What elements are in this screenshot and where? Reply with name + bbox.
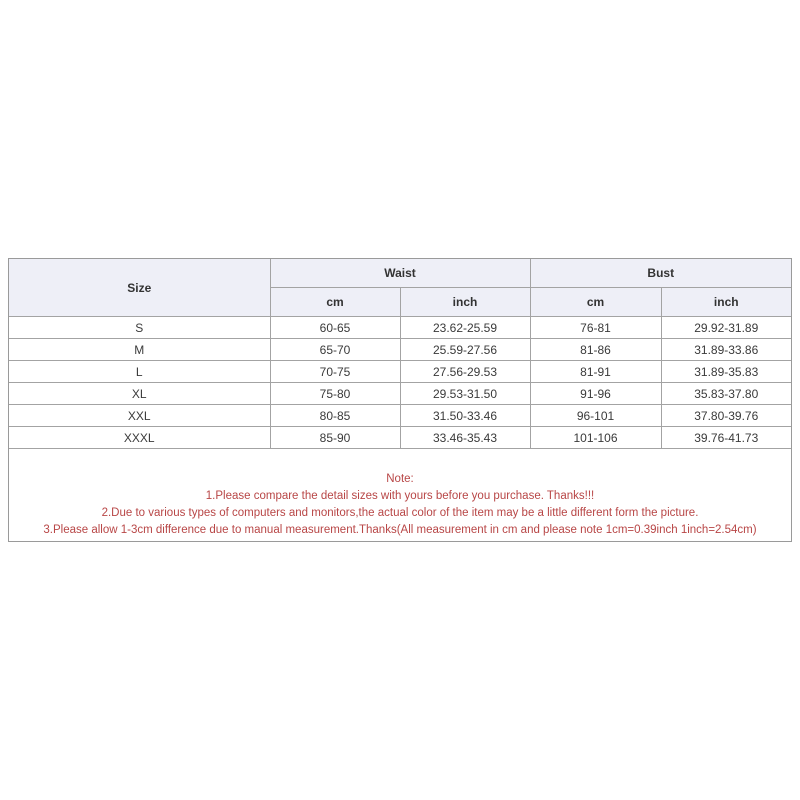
waist-header: Waist: [270, 259, 530, 288]
waist-inch-cell: 27.56-29.53: [400, 361, 530, 383]
bust-inch-cell: 29.92-31.89: [661, 317, 791, 339]
size-cell: XL: [9, 383, 270, 405]
bust-header: Bust: [530, 259, 791, 288]
waist-inch-header: inch: [400, 288, 530, 317]
bust-cm-cell: 101-106: [530, 427, 661, 449]
bust-inch-header: inch: [661, 288, 791, 317]
size-header: Size: [9, 259, 270, 317]
size-chart: [8, 258, 792, 542]
note-line-2: 2.Due to various types of computers and monitors,the actual color of the item may be a little different form the picture.: [101, 507, 699, 519]
bust-cm-cell: 76-81: [530, 317, 661, 339]
size-cell: S: [9, 317, 270, 339]
bust-cm-cell: 91-96: [530, 383, 661, 405]
size-cell: M: [9, 339, 270, 361]
header-row-groups: [9, 259, 791, 288]
note-line-3: 3.Please allow 1-3cm difference due to manual measurement.Thanks(All measurement in cm and please note 1cm=0.39inch 1inch=2.54cm): [43, 524, 757, 536]
waist-cm-cell: 80-85: [270, 405, 400, 427]
waist-cm-cell: 65-70: [270, 339, 400, 361]
table-row: [9, 427, 791, 449]
bust-inch-cell: 35.83-37.80: [661, 383, 791, 405]
size-cell: L: [9, 361, 270, 383]
note-title: Note:: [386, 473, 414, 485]
waist-cm-header: cm: [270, 288, 400, 317]
bust-cm-header: cm: [530, 288, 661, 317]
waist-cm-cell: 60-65: [270, 317, 400, 339]
bust-inch-cell: 37.80-39.76: [661, 405, 791, 427]
waist-cm-cell: 85-90: [270, 427, 400, 449]
size-cell: XXL: [9, 405, 270, 427]
waist-inch-cell: 33.46-35.43: [400, 427, 530, 449]
table-row: [9, 317, 791, 339]
waist-inch-cell: 23.62-25.59: [400, 317, 530, 339]
waist-inch-cell: 25.59-27.56: [400, 339, 530, 361]
waist-cm-cell: 70-75: [270, 361, 400, 383]
waist-inch-cell: 29.53-31.50: [400, 383, 530, 405]
table-row: [9, 339, 791, 361]
table-row: [9, 361, 791, 383]
bust-inch-cell: 31.89-35.83: [661, 361, 791, 383]
note-line-1: 1.Please compare the detail sizes with yours before you purchase. Thanks!!!: [205, 490, 595, 502]
waist-inch-cell: 31.50-33.46: [400, 405, 530, 427]
bust-cm-cell: 81-86: [530, 339, 661, 361]
size-table: [9, 259, 791, 449]
bust-cm-cell: 96-101: [530, 405, 661, 427]
table-row: [9, 405, 791, 427]
waist-cm-cell: 75-80: [270, 383, 400, 405]
bust-inch-cell: 39.76-41.73: [661, 427, 791, 449]
notes-block: [9, 471, 791, 539]
bust-inch-cell: 31.89-33.86: [661, 339, 791, 361]
bust-cm-cell: 81-91: [530, 361, 661, 383]
size-cell: XXXL: [9, 427, 270, 449]
table-row: [9, 383, 791, 405]
